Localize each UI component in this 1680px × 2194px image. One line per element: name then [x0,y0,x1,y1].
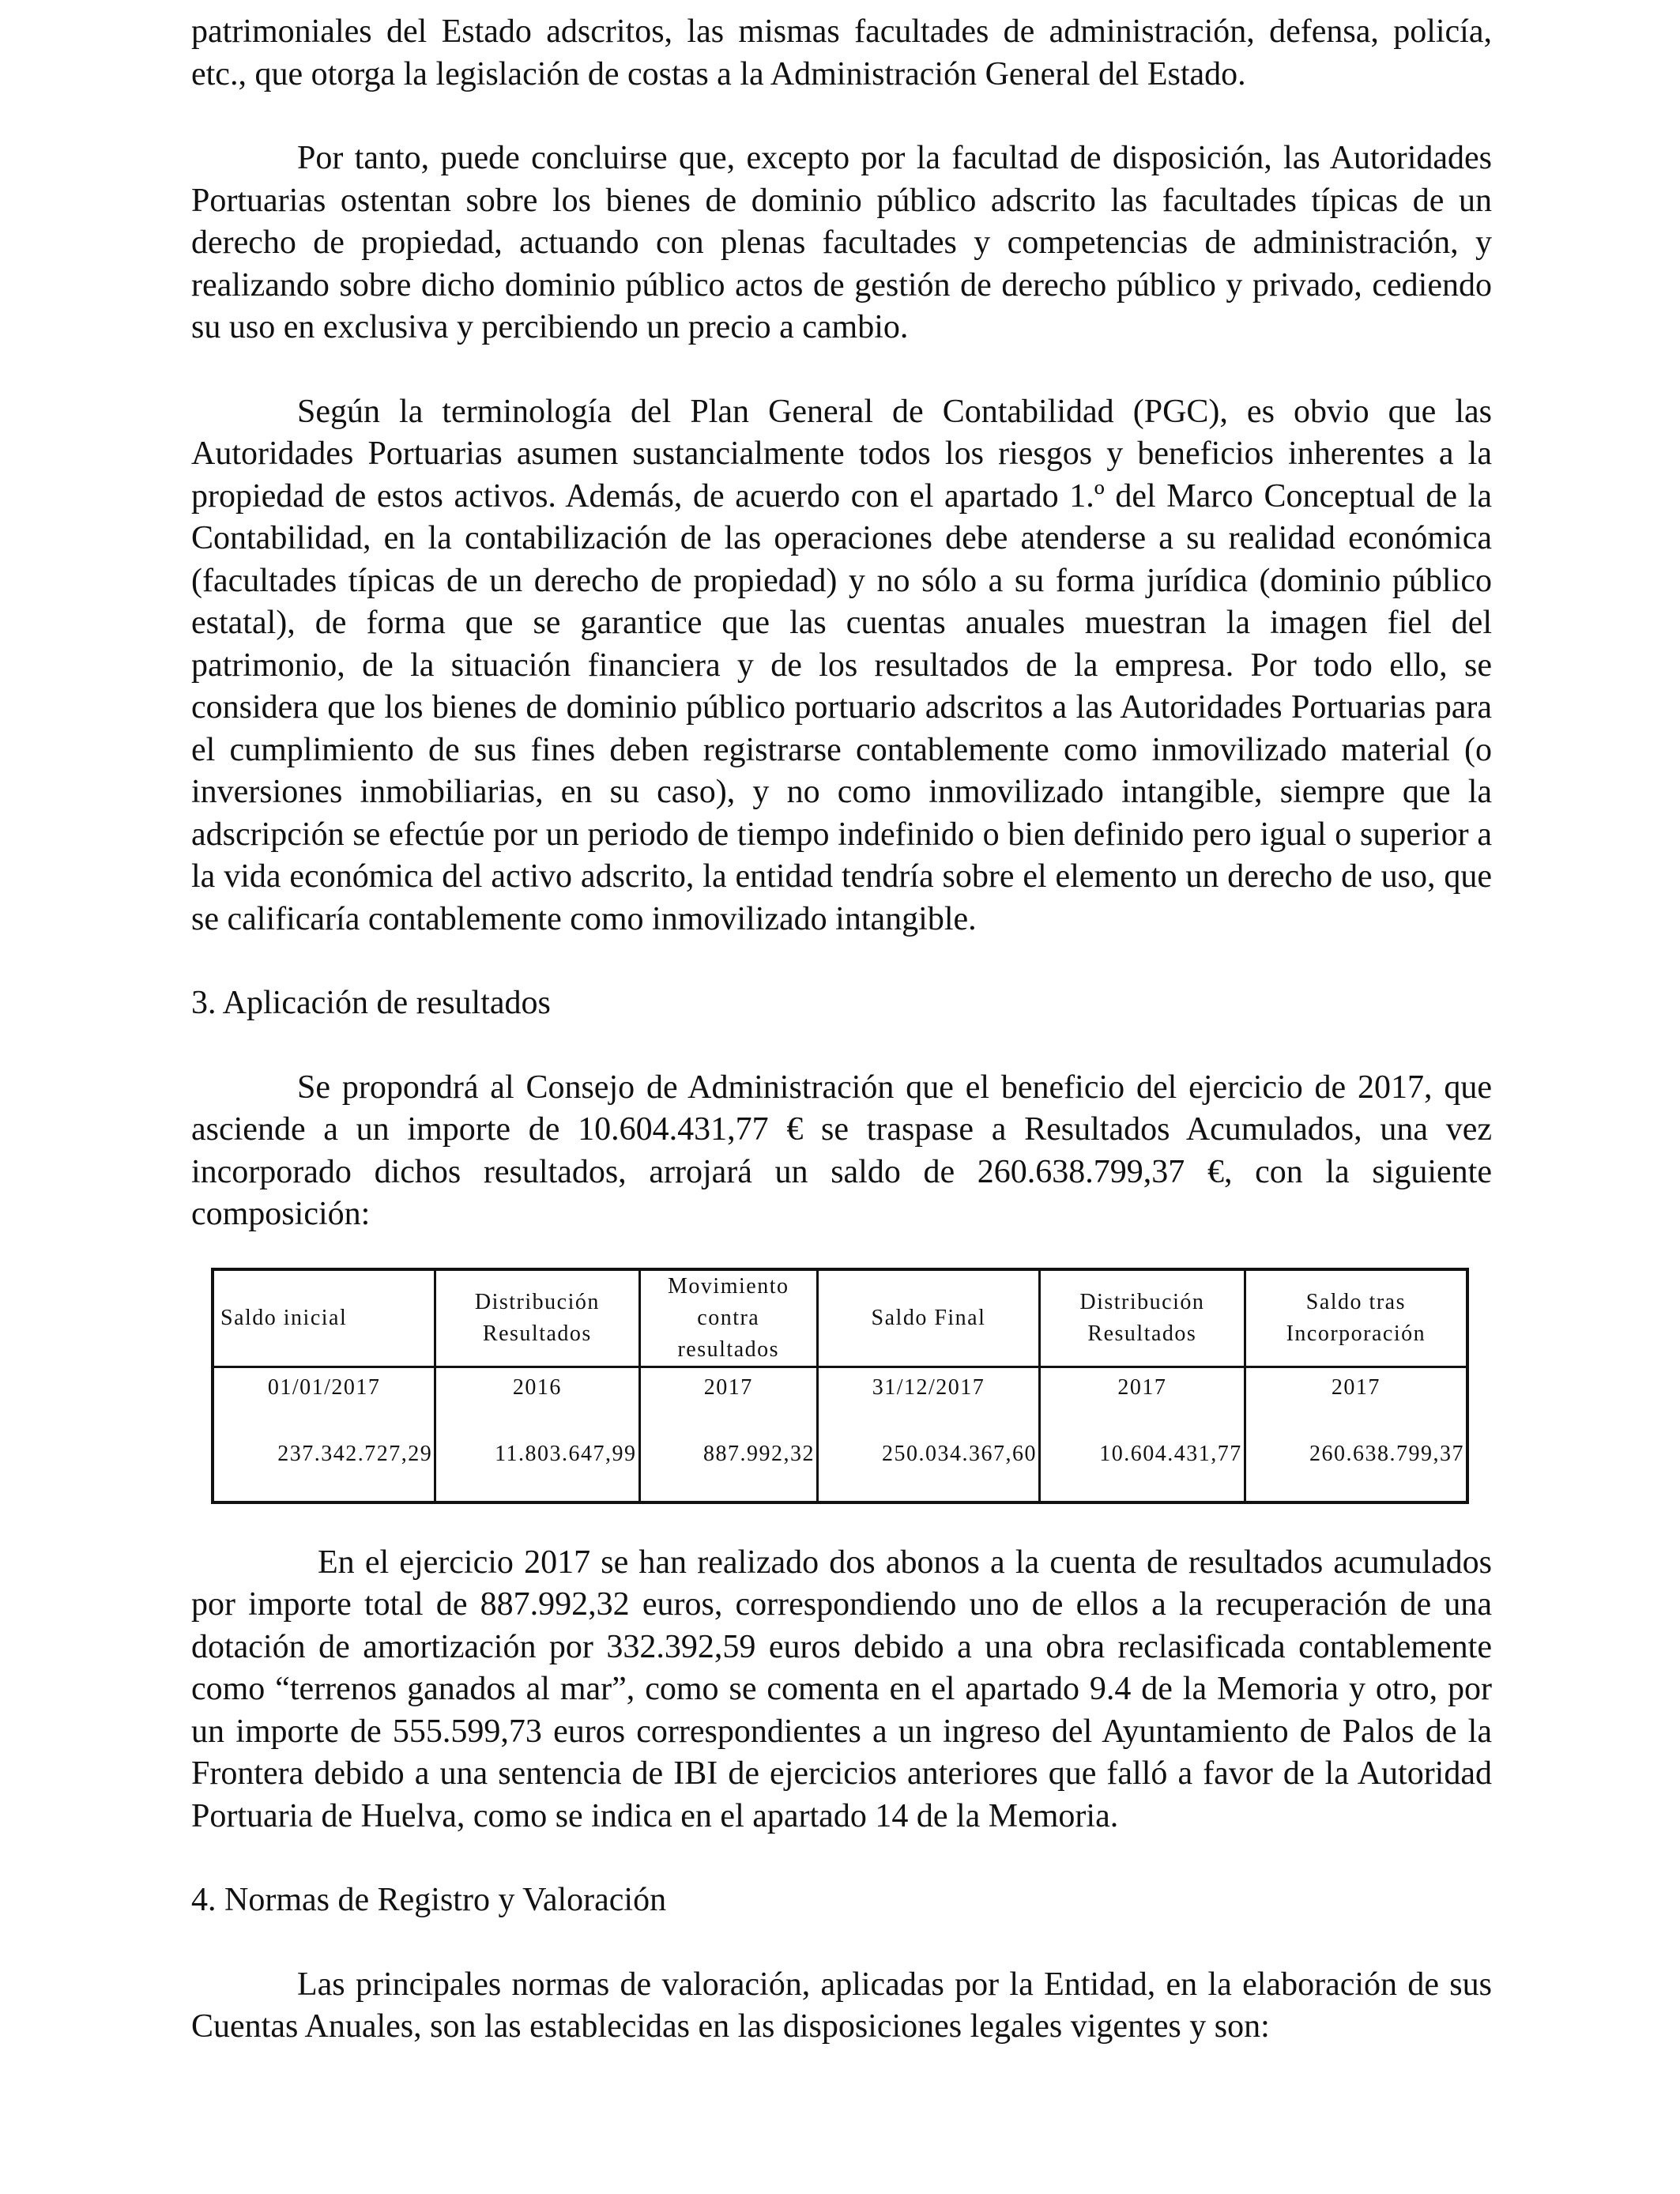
header-distribucion-2016: Distribución Resultados [435,1269,639,1367]
results-table [211,1268,1469,1504]
paragraph-intro: patrimoniales del Estado adscritos, las mismas facultades de administración, defensa, policía, etc., que otorga la legislación de costas a la Administración General del Estado. [191,13,1492,92]
date-cell: 2016 [435,1367,639,1408]
header-saldo-tras: Saldo tras Incorporación [1245,1269,1467,1367]
date-cell: 2017 [639,1367,817,1408]
value-cell: 250.034.367,60 [817,1408,1039,1502]
document-page [191,11,1492,2090]
date-cell: 31/12/2017 [817,1367,1039,1408]
value-cell: 10.604.431,77 [1039,1408,1245,1502]
table-values-row [213,1408,1467,1502]
table-header-row [213,1269,1467,1367]
paragraph-normas: Las principales normas de valoración, aplicadas por la Entidad, en la elaboración de sus Cuentas Anuales, son las establecidas en las disposiciones legales vigentes y son: [191,1966,1492,2045]
paragraph-abonos: En el ejercicio 2017 se han realizado dos abonos a la cuenta de resultados acumulados por importe total de 887.992,32 euros, correspondiendo uno de ellos a la recuperación de una dotación de amortización por 332.392,59 euros debido a una obra reclasificada contablemente como “terrenos ganados al mar”, como se comenta en el apartado 9.4 de la Memoria y otro, por un importe de 555.599,73 euros correspondientes a un ingreso del Ayuntamiento de Palos de la Frontera debido a una sentencia de IBI de ejercicios anteriores que falló a favor de la Autoridad Portuaria de Huelva, como se indica en el apartado 14 de la Memoria. [191,1544,1492,1834]
paragraph-propuesta: Se propondrá al Consejo de Administración que el beneficio del ejercicio de 2017, que asciende a un importe de 10.604.431,77 € se traspase a Resultados Acumulados, una vez incorporado dichos resultados, arrojará un saldo de 260.638.799,37 €, con la siguiente composición: [191,1069,1492,1232]
heading-normas-registro: 4. Normas de Registro y Valoración [191,1882,667,1918]
table-dates-row [213,1367,1467,1408]
date-cell: 2017 [1245,1367,1467,1408]
value-cell: 11.803.647,99 [435,1408,639,1502]
date-cell: 01/01/2017 [213,1367,435,1408]
value-cell: 237.342.727,29 [213,1408,435,1502]
value-cell: 887.992,32 [639,1408,817,1502]
heading-aplicacion-resultados: 3. Aplicación de resultados [191,985,551,1021]
paragraph-conclusion: Por tanto, puede concluirse que, excepto por la facultad de disposición, las Autoridades Portuarias ostentan sobre los bienes de dominio público adscrito las facultades típicas de un derecho de propiedad, actuando con plenas facultades y competencias de administración, y realizando sobre dicho dominio público actos de gestión de derecho público y privado, cediendo su uso en exclusiva y percibiendo un precio a cambio. [191,140,1492,345]
header-distribucion-2017: Distribución Resultados [1039,1269,1245,1367]
header-movimiento: Movimiento contra resultados [639,1269,817,1367]
value-cell: 260.638.799,37 [1245,1408,1467,1502]
paragraph-pgc: Según la terminología del Plan General de Contabilidad (PGC), es obvio que las Autoridades Portuarias asumen sustancialmente todos los riesgos y beneficios inherentes a la propiedad de estos activos. Además, de acuerdo con el apartado 1.º del Marco Conceptual de la Contabilidad, en la contabilización de las operaciones debe atenderse a su realidad económica (facultades típicas de un derecho de propiedad) y no sólo a su forma jurídica (dominio público estatal), de forma que se garantice que las cuentas anuales muestran la imagen fiel del patrimonio, de la situación financiera y de los resultados de la empresa. Por todo ello, se considera que los bienes de dominio público portuario adscritos a las Autoridades Portuarias para el cumplimiento de sus fines deben registrarse contablemente como inmovilizado material (o inversiones inmobiliarias, en su caso), y no como inmovilizado intangible, siempre que la adscripción se efectúe por un periodo de tiempo indefinido o bien definido pero igual o superior a la vida económica del activo adscrito, la entidad tendría sobre el elemento un derecho de uso, que se calificaría contablemente como inmovilizado intangible. [191,393,1492,937]
date-cell: 2017 [1039,1367,1245,1408]
header-saldo-inicial: Saldo inicial [213,1269,435,1367]
header-saldo-final: Saldo Final [817,1269,1039,1367]
